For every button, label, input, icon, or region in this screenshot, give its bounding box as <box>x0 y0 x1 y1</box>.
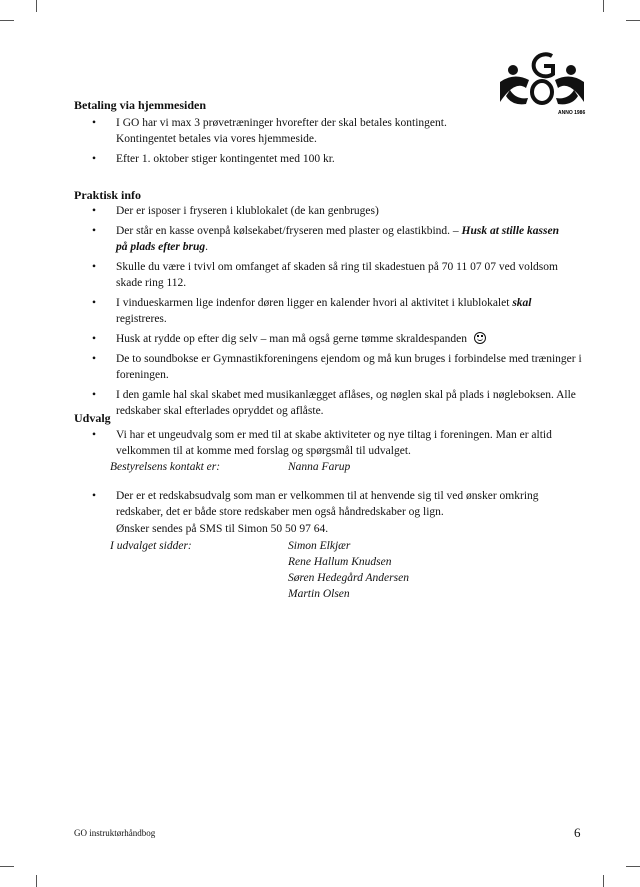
list-item-text: Der står en kasse ovenpå kølsekabet/fryseren med plaster og elastikbind. – <box>116 225 459 237</box>
crop-mark <box>0 20 14 21</box>
betaling-list <box>92 115 496 171</box>
list-item <box>92 115 496 147</box>
bullet: • <box>92 333 97 345</box>
list-item <box>92 351 586 383</box>
bullet: • <box>92 205 97 217</box>
bullet: • <box>92 261 97 273</box>
bullet: • <box>92 117 97 129</box>
list-item-text: Der er et redskabsudvalg som man er velkommen til at henvende sig til ved ønsker omkring redskaber, det er både store redskaber men også håndredskaber og lign. <box>116 490 539 518</box>
section-heading-betaling: Betaling via hjemmesiden <box>74 98 206 112</box>
go-logo <box>496 44 588 116</box>
bullet: • <box>92 389 97 401</box>
list-item-text: I den gamle hal skal skabet med musikanlægget aflåses, og nøglen skal på plads i nøgleboksen. Alle redskaber skal efterlades opryddet og aflåste. <box>116 389 576 417</box>
member-name: Martin Olsen <box>288 588 350 600</box>
praktisk-list <box>92 203 586 423</box>
list-item-text: Efter 1. oktober stiger kontingentet med 100 kr. <box>116 153 335 165</box>
list-item <box>92 203 586 219</box>
list-item-text: Vi har et ungeudvalg som er med til at skabe aktiviteter og nye tiltag i foreningen. Man er altid velkommen til at komme med forslag og spørgsmål til udvalget. <box>116 429 552 457</box>
list-item-text: registreres. <box>116 313 167 325</box>
list-item <box>92 331 586 347</box>
page-number: 6 <box>574 825 581 840</box>
list-item-text: . <box>205 241 208 253</box>
section-heading-udvalg: Udvalg <box>74 411 111 425</box>
contact-name: Nanna Farup <box>288 461 351 473</box>
list-item <box>92 387 586 419</box>
bullet: • <box>92 225 97 237</box>
bullet: • <box>92 297 97 309</box>
list-item-text: Kontingentet betales via vores hjemmeside. <box>116 133 317 145</box>
member-name: Rene Hallum Knudsen <box>288 556 392 568</box>
crop-mark <box>36 875 37 887</box>
footer-title: GO instruktørhåndbog <box>74 828 156 838</box>
logo-year-text: ANNO 1986 <box>558 110 586 116</box>
smiley-icon <box>474 332 486 344</box>
bullet: • <box>92 429 97 441</box>
list-item-text: Husk at rydde op efter dig selv – man må også gerne tømme skraldespanden <box>116 333 467 345</box>
list-item <box>92 295 586 327</box>
emphasis-text: på plads efter brug <box>116 241 206 253</box>
bullet: • <box>92 153 97 165</box>
list-item-text: Skulle du være i tvivl om omfanget af skaden så ring til skadestuen på 70 11 07 07 ved voldsom skade ring 112. <box>116 261 558 289</box>
crop-mark <box>603 875 604 887</box>
sms-text: Ønsker sendes på SMS til Simon 50 50 97 64. <box>116 523 329 535</box>
contact-label: Bestyrelsens kontakt er: <box>110 461 221 473</box>
list-item-text: I vindueskarmen lige indenfor døren ligger en kalender hvori al aktivitet i klublokalet <box>116 297 510 309</box>
udvalg-list-2 <box>92 488 586 524</box>
section-heading-praktisk: Praktisk info <box>74 188 142 202</box>
crop-mark <box>626 866 640 867</box>
emphasis-text: skal <box>512 297 532 309</box>
bullet: • <box>92 353 97 365</box>
crop-mark <box>0 866 14 867</box>
crop-mark <box>36 0 37 12</box>
crop-mark <box>603 0 604 12</box>
udvalg-list-1 <box>92 427 586 463</box>
list-item <box>92 488 586 520</box>
list-item <box>92 427 586 459</box>
list-item-text: De to soundbokse er Gymnastikforeningens ejendom og må kun bruges i forbindelse med træninger i foreningen. <box>116 353 582 381</box>
emphasis-text: Husk at stille kassen <box>461 225 559 237</box>
list-item-text: I GO har vi max 3 prøvetræninger hvorefter der skal betales kontingent. <box>116 117 447 129</box>
list-item <box>92 223 586 255</box>
list-item-text: Der er isposer i fryseren i klublokalet (de kan genbruges) <box>116 205 379 217</box>
member-name: Simon Elkjær <box>288 540 351 552</box>
crop-mark <box>626 20 640 21</box>
list-item <box>92 259 586 291</box>
list-item <box>92 151 496 167</box>
members-label: I udvalget sidder: <box>110 540 192 552</box>
bullet: • <box>92 490 97 502</box>
member-name: Søren Hedegård Andersen <box>288 572 409 584</box>
